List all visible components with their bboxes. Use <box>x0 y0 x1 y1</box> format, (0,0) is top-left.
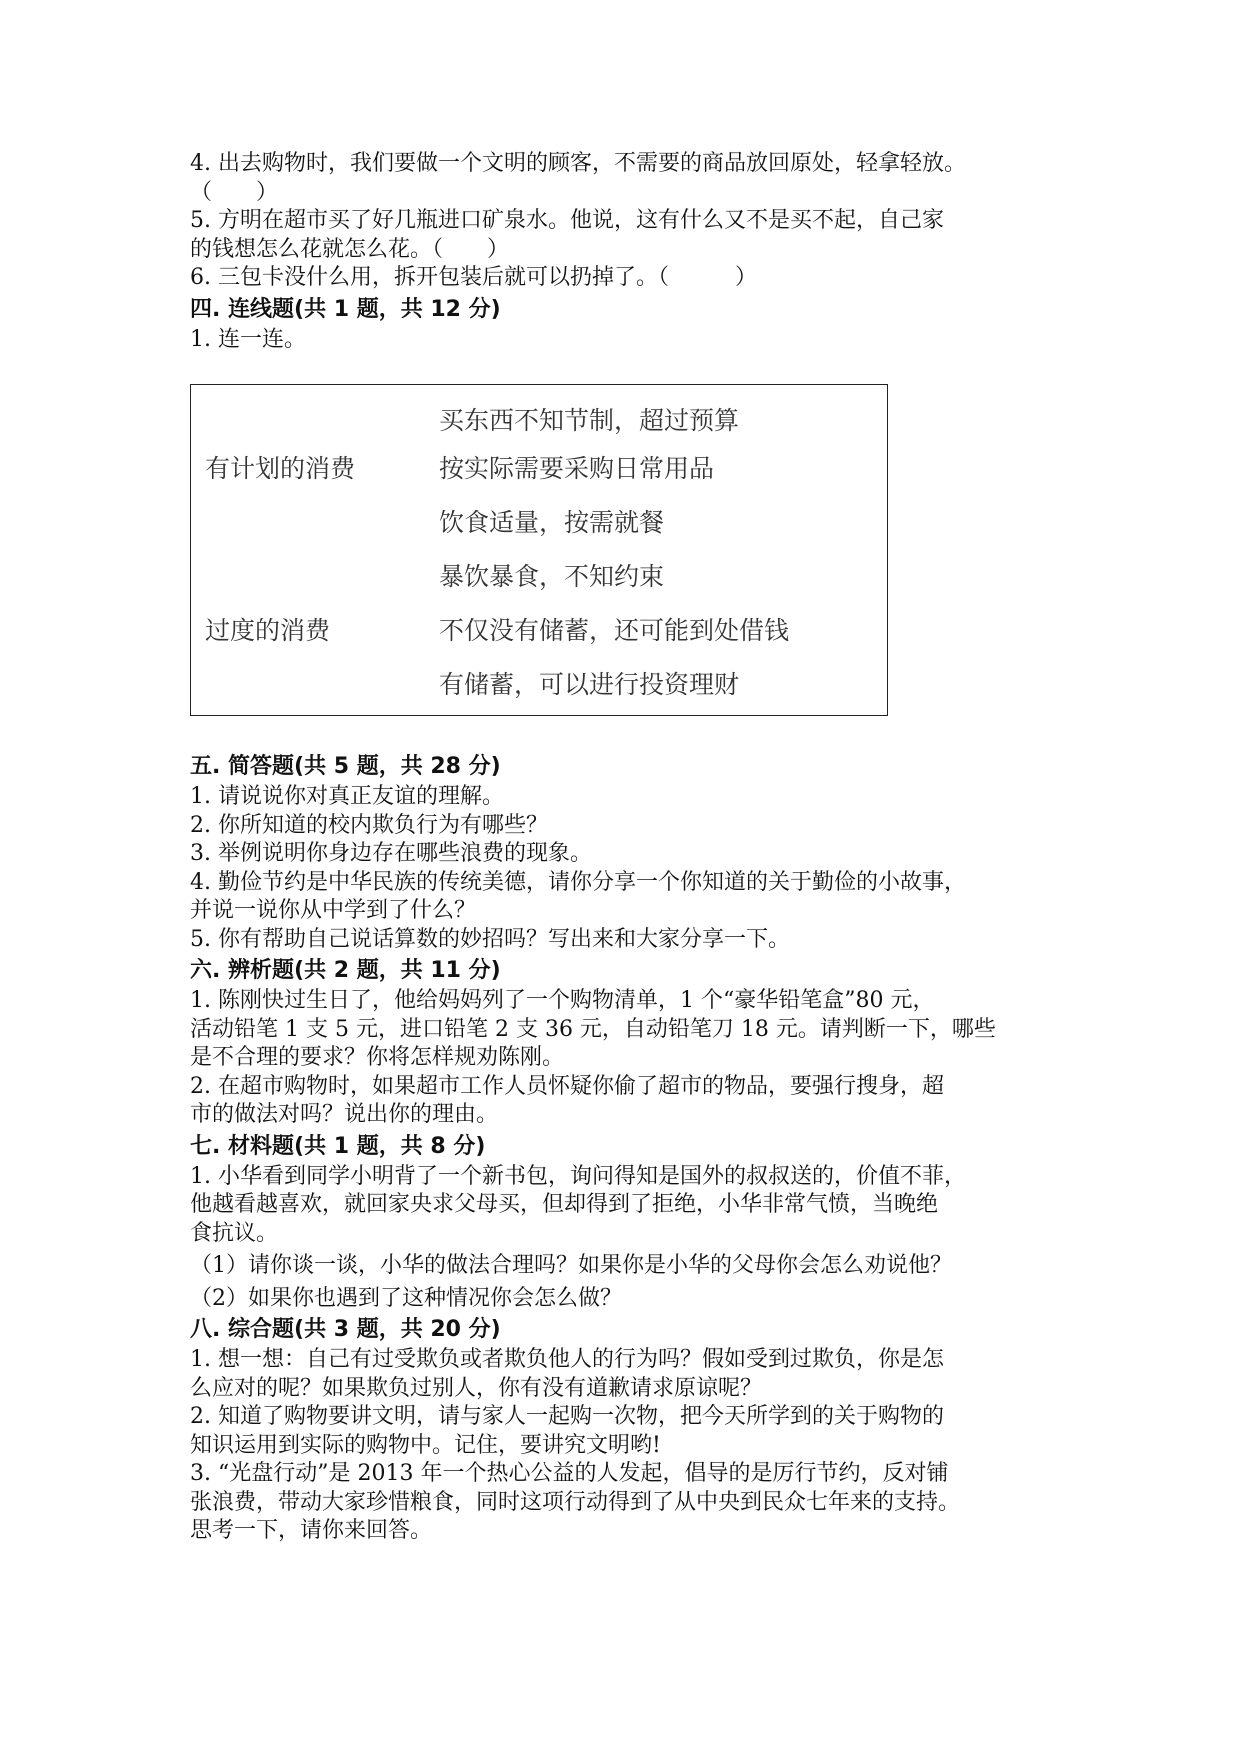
part8-line: 1. 想一想：自己有过受欺负或者欺负他人的行为吗？假如受到过欺负，你是怎 <box>190 1347 944 1372</box>
part5-line: 并说一说你从中学到了什么？ <box>190 898 477 923</box>
part3-continued <box>190 150 1070 293</box>
part4-heading: 四. 连线题(共 1 题，共 12 分) <box>190 296 501 322</box>
part4-section <box>190 293 1070 717</box>
tf-answer-blank-4: （ ） <box>190 179 279 205</box>
part6-line: 2. 在超市购物时，如果超市工作人员怀疑你偷了超市的物品，要强行搜身，超 <box>190 1073 944 1099</box>
part7-line: 他越看越喜欢，就回家央求父母买，但却得到了拒绝，小华非常气愤，当晚绝 <box>190 1192 939 1217</box>
match-right-item: 按实际需要采购日常用品 <box>439 454 715 483</box>
part7-line: 食抗议。 <box>190 1220 279 1246</box>
part6-line: 是不合理的要求？你将怎样规劝陈刚。 <box>190 1045 565 1070</box>
tf-question-4: 4. 出去购物时，我们要做一个文明的顾客，不需要的商品放回原处，轻拿轻放。 <box>190 151 966 176</box>
matching-box <box>190 384 888 716</box>
part8-line: 2. 知道了购物要讲文明，请与家人一起购一次物，把今天所学到的关于购物的 <box>190 1404 944 1429</box>
match-right-item: 买东西不知节制，超过预算 <box>439 406 740 435</box>
part6-section <box>190 954 1070 1130</box>
part8-line: 知识运用到实际的购物中。记住，要讲究文明哟! <box>190 1432 661 1458</box>
part5-line: 3. 举例说明你身边存在哪些浪费的现象。 <box>190 841 592 866</box>
tf-question-5-line-2: 的钱想怎么花就怎么花。（ ） <box>190 236 510 262</box>
part7-line: 1. 小华看到同学小明背了一个新书包，询问得知是国外的叔叔送的，价值不菲， <box>190 1163 966 1189</box>
part5-section <box>190 750 1070 954</box>
part8-line: 3. “光盘行动”是 2013 年一个热心公益的人发起，倡导的是厉行节约，反对铺 <box>190 1461 949 1486</box>
part4-question: 1. 连一连。 <box>190 326 306 352</box>
part8-section <box>190 1313 1070 1546</box>
part6-line: 市的做法对吗？说出你的理由。 <box>190 1102 499 1127</box>
part5-heading: 五. 简答题(共 5 题，共 28 分) <box>190 754 501 779</box>
match-right-item: 暴饮暴食，不知约束 <box>439 562 665 591</box>
part8-line: 思考一下，请你来回答。 <box>190 1518 433 1543</box>
part7-subquestion-1: （1）请你谈一谈，小华的做法合理吗？如果你是小华的父母你会怎么劝说他？ <box>190 1253 952 1278</box>
tf-question-5-line-1: 5. 方明在超市买了好几瓶进口矿泉水。他说，这有什么又不是买不起，自己家 <box>190 208 944 233</box>
part7-subquestion-2: （2）如果你也遇到了这种情况你会怎么做？ <box>190 1285 622 1311</box>
part7-heading: 七. 材料题(共 1 题，共 8 分) <box>190 1133 486 1159</box>
part5-line: 4. 勤俭节约是中华民族的传统美德，请你分享一个你知道的关于勤俭的小故事， <box>190 869 966 895</box>
match-left-planned: 有计划的消费 <box>205 454 356 483</box>
part5-line: 1. 请说说你对真正友谊的理解。 <box>190 784 504 809</box>
part5-line: 2. 你所知道的校内欺负行为有哪些？ <box>190 812 548 838</box>
worksheet-page <box>190 150 1070 1546</box>
part8-heading: 八. 综合题(共 3 题，共 20 分) <box>190 1317 501 1342</box>
part6-line: 1. 陈刚快过生日了，他给妈妈列了一个购物清单，1 个“豪华铅笔盒”80 元， <box>190 988 935 1013</box>
part8-line: 么应对的呢？如果欺负过别人，你有没有道歉请求原谅呢？ <box>190 1375 763 1401</box>
part5-line: 5. 你有帮助自己说话算数的妙招吗？写出来和大家分享一下。 <box>190 926 790 952</box>
part8-line: 张浪费，带动大家珍惜粮食，同时这项行动得到了从中央到民众七年来的支持。 <box>190 1489 961 1515</box>
part6-line: 活动铅笔 1 支 5 元，进口铅笔 2 支 36 元，自动铅笔刀 18 元。请判断一下，哪些 <box>190 1016 996 1042</box>
match-right-item: 饮食适量，按需就餐 <box>439 508 665 537</box>
part7-section <box>190 1130 1070 1314</box>
tf-question-6: 6. 三包卡没什么用，拆开包装后就可以扔掉了。（ ） <box>190 265 757 290</box>
match-right-item: 不仅没有储蓄，还可能到处借钱 <box>439 616 790 645</box>
part6-heading: 六. 辨析题(共 2 题，共 11 分) <box>190 958 501 983</box>
match-left-excessive: 过度的消费 <box>205 616 331 645</box>
match-right-item: 有储蓄，可以进行投资理财 <box>439 670 740 699</box>
